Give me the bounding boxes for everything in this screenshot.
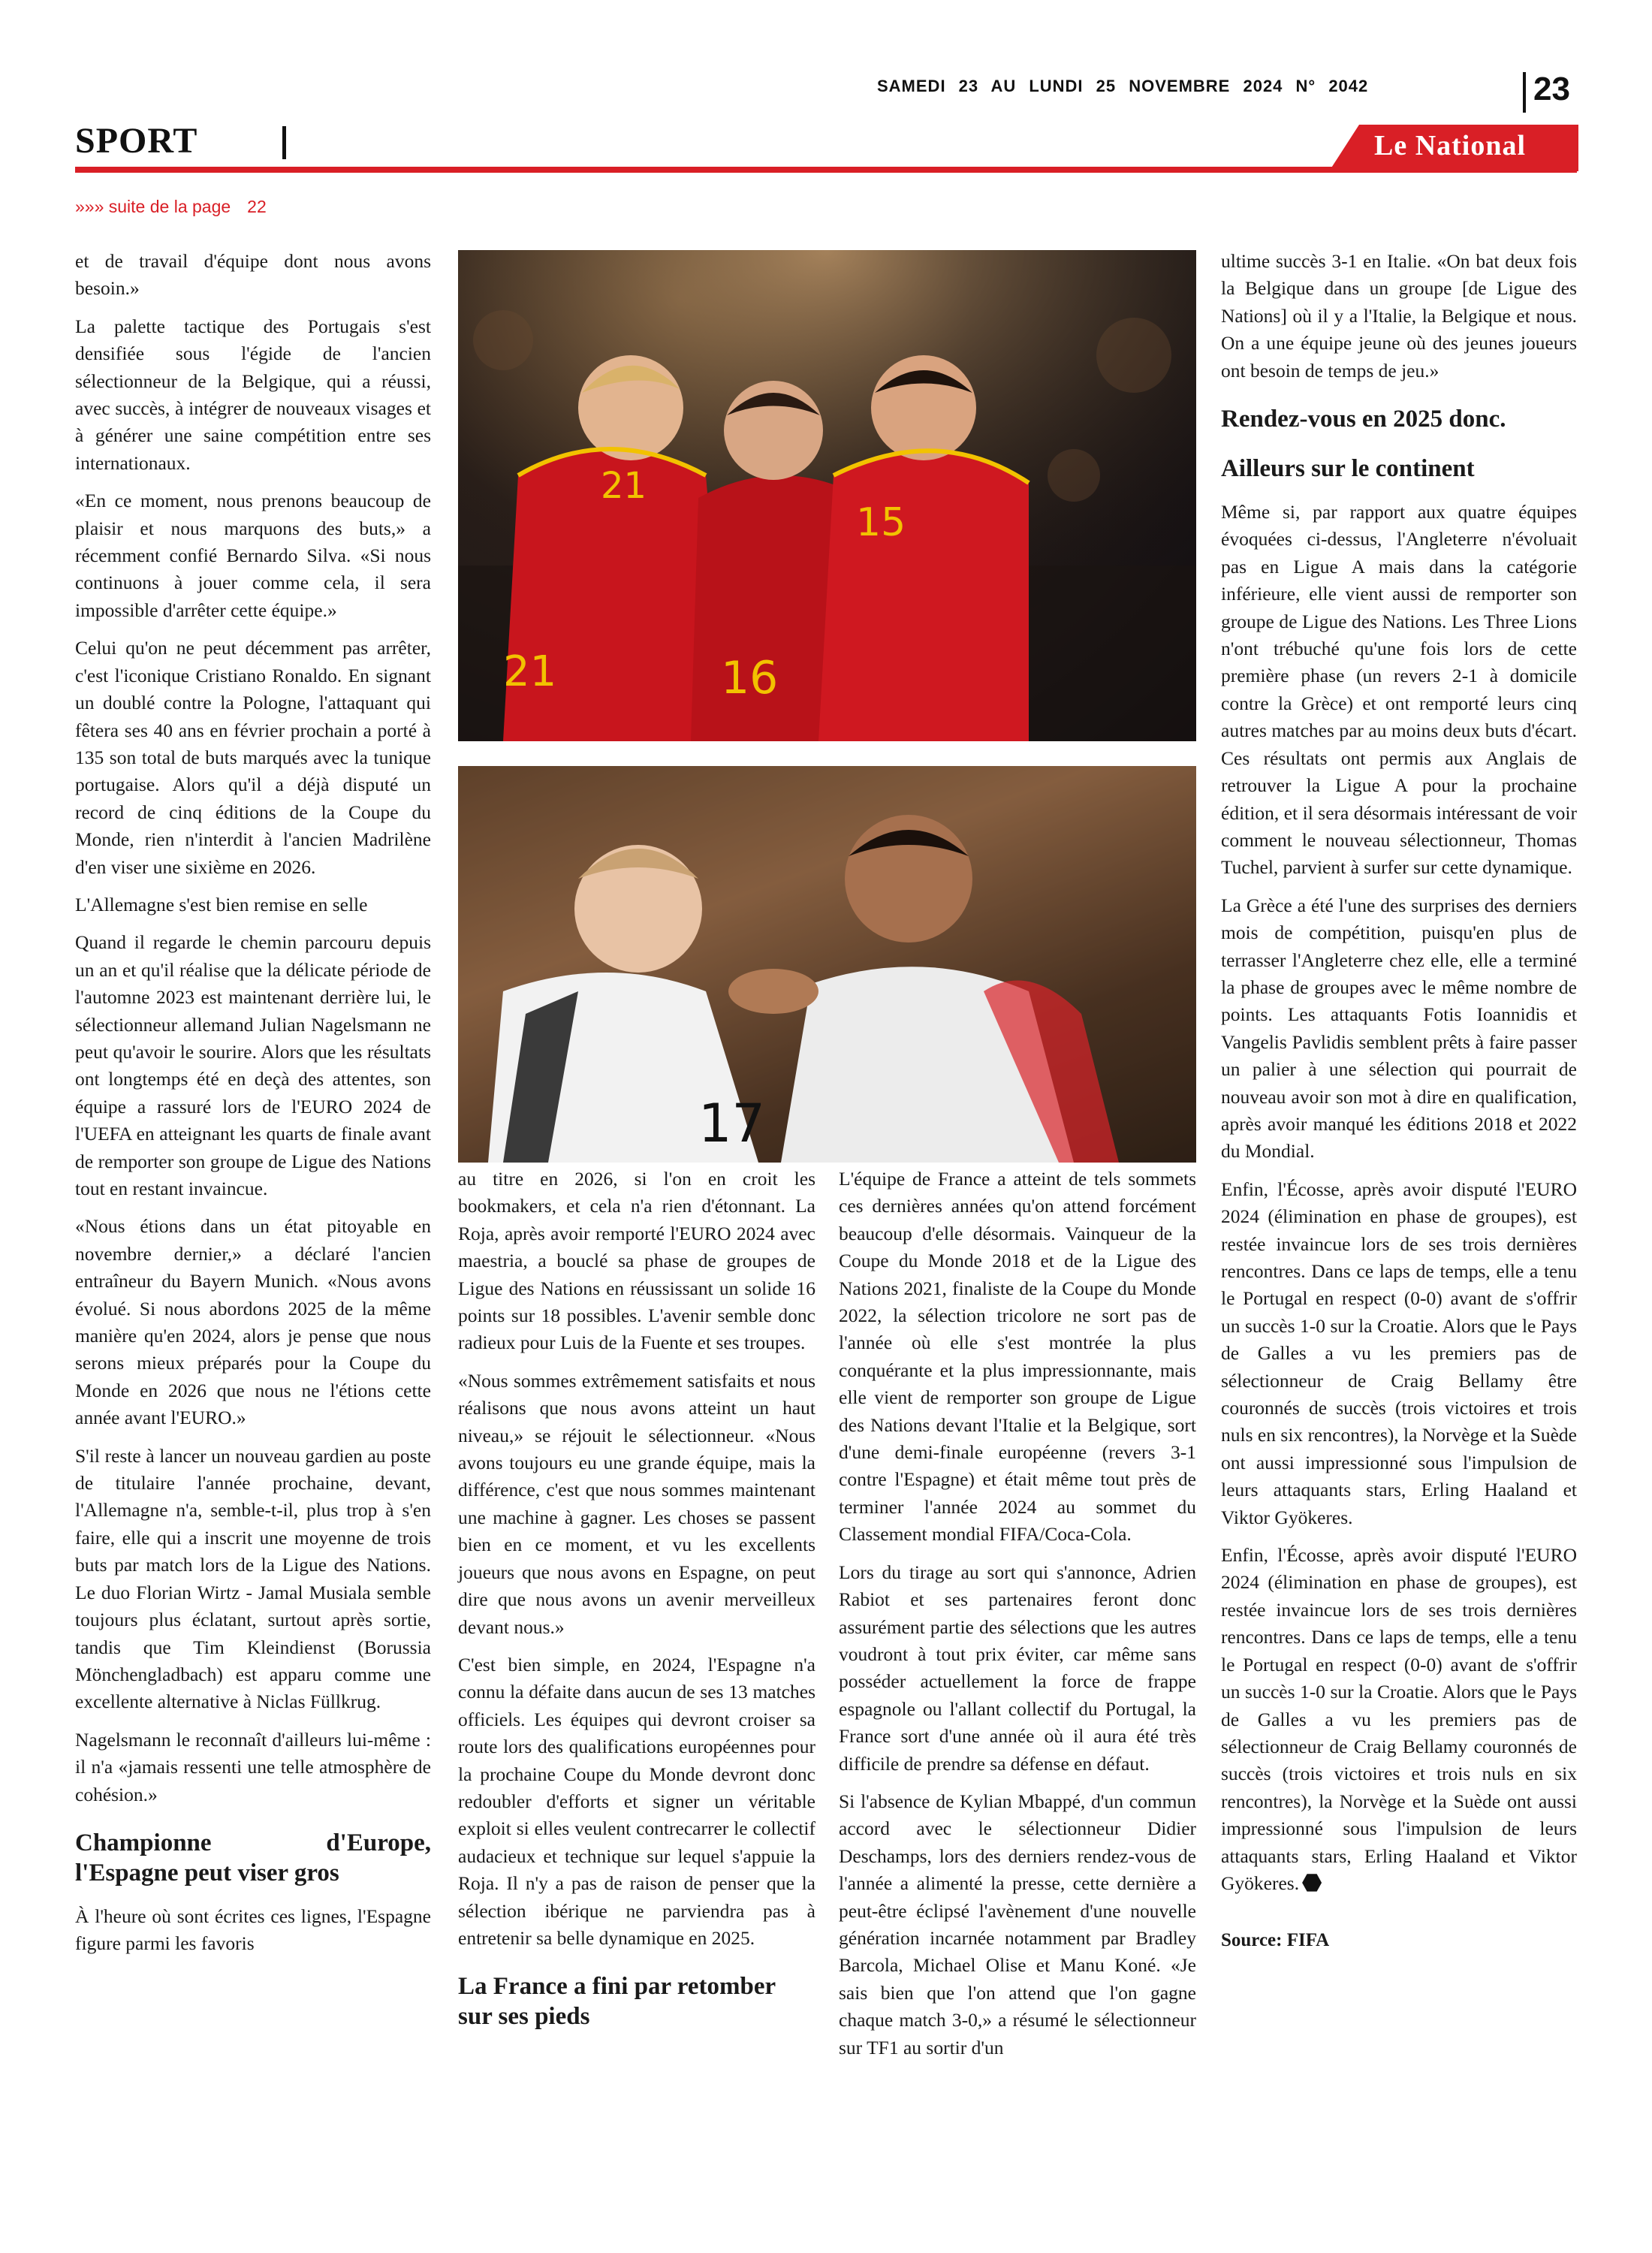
source-credit: Source: FIFA (1221, 1930, 1330, 1951)
shirt-number: 21 (601, 465, 647, 507)
section-heading: La France a fini par retomber sur ses pieds (458, 1973, 776, 2031)
brand-name: Le National (1374, 130, 1527, 161)
paragraph: À l'heure où sont écrites ces lignes, l'Espagne figure parmi les favoris (75, 1905, 431, 1955)
paragraph: Quand il regarde le chemin parcouru depuis un an et qu'il réalise que la délicate période de l'automne 2023 est maintenant derrière lui, le sélectionneur allemand Julian Nagelsmann ne peut qu'avoir le sourire. Alors que les résultats ont longtemps été en deçà des attentes, son équipe a rassuré lors de l'EURO 2024 de l'UEFA en atteignant les quarts de finale avant de remporter son groupe de Ligue des Nations tout en restant invaincue. (75, 931, 431, 1199)
spain-photo-illustration (458, 250, 1196, 741)
subheading: L'Allemagne s'est bien remise en selle (75, 893, 368, 915)
shirt-number: 17 (698, 1093, 766, 1154)
paragraph: L'équipe de France a atteint de tels sommets ces dernières années qu'on attend forcément beaucoup d'elle désormais. Vainqueur de la Coupe du Monde 2018 et de la Ligue des Nations 2021, finaliste de la Coupe du Monde 2022, la sélection tricolore ne sort pas de l'année où elle s'est montrée la plus conquérante et la plus impressionnante, mais elle vient de remporter son groupe de Ligue des Nations devant l'Italie et la Belgique, sort d'une demi-finale européenne (revers 3-1 contre l'Espagne) et était même tout près de terminer l'année 2024 au sommet du Classement mondial FIFA/Coca-Cola. (839, 1168, 1196, 1546)
shirt-number: 15 (856, 500, 906, 545)
continuation-label: »»» suite de la page (75, 197, 231, 216)
paragraph: Celui qu'on ne peut décemment pas arrêter, c'est l'iconique Cristiano Ronaldo. En signant un doublé contre la Pologne, l'attaquant qui fêtera ses 40 ans en février prochain a porté à 135 son total de buts marqués avec la tunique portugaise. Alors qu'il a déjà disputé un record de cinq éditions de la Coupe du Monde, rien n'interdit à l'ancien Madrilène d'en viser une sixième en 2026. (75, 637, 431, 878)
continuation-note (75, 197, 267, 217)
continuation-page: 22 (247, 197, 267, 216)
paragraph: «Nous sommes extrêmement satisfaits et nous réalisons que nous avons atteint un haut niveau,» se réjouit le sélectionneur. «Nous avons toujours eu une grande équipe, mais la différence, c'est que nous sommes maintenant une machine à gagner. Les choses se passent bien en ce moment, et vu les excellents joueurs que nous avons en Espagne, on peut dire que nous avons un avenir merveilleux devant nous.» (458, 1369, 815, 1638)
column-4 (1221, 248, 1577, 1955)
section-divider (282, 126, 286, 159)
section-heading: Ailleurs sur le continent (1221, 455, 1475, 483)
paragraph (1221, 1542, 1577, 1897)
paragraph: Même si, par rapport aux quatre équipes évoquées ci-dessus, l'Angleterre n'évoluait pas en Ligue A mais dans la catégorie inférieure, elle vient aussi de remporter son groupe de Ligue des Nations. Les Three Lions n'ont trébuché qu'une fois lors de cette première phase (un revers 2-1 à domicile contre la Grèce) et ont remporté leurs cinq autres matches par au moins deux buts d'écart. Ces résultats ont permis aux Anglais de retrouver la Ligue A pour la prochaine édition, et il sera désormais intéressant de voir comment le nouveau sélectionneur, Thomas Tuchel, parvient à surfer sur cette dynamique. (1221, 501, 1577, 879)
paragraph: C'est bien simple, en 2024, l'Espagne n'a connu la défaite dans aucun de ses 13 matches officiels. Les équipes qui devront croiser sa route lors des qualifications européennes pour la prochaine Coupe du Monde devront donc redoubler d'efforts et signer un véritable exploit si elles veulent contrecarrer le collectif audacieux et technique sur lequel s'appuie la Roja. Il n'y a pas de raison de penser que la sélection ibérique ne parviendra pas à entretenir sa belle dynamique en 2025. (458, 1653, 815, 1949)
photo-spain-celebration (458, 250, 1196, 741)
section-heading: Rendez-vous en 2025 donc. (1221, 406, 1506, 433)
paragraph: Enfin, l'Écosse, après avoir disputé l'EURO 2024 (élimination en phase de groupes), est restée invaincue lors de ses trois dernières rencontres. Dans ce laps de temps, elle a tenu le Portugal en respect (0-0) avant de s'offrir un succès 1-0 sur la Croatie. Alors que le Pays de Galles a vu les premiers pas de sélectionneur de Craig Bellamy être couronnés de succès (trois victoires et trois nuls en six rencontres), la Norvège et la Suède ont aussi impressionné sous l'impulsion de leurs attaquants stars, Erling Haaland et Viktor Gyökeres. (1221, 1178, 1577, 1528)
header-divider (1523, 72, 1526, 113)
section-title: SPORT (75, 121, 198, 161)
paragraph: Nagelsmann le reconnaît d'ailleurs lui-même : il n'a «jamais ressenti une telle atmosphère de cohésion.» (75, 1728, 431, 1805)
paragraph: «En ce moment, nous prenons beaucoup de plaisir et nous marquons des buts,» a récemment confié Bernardo Silva. «Si nous continuons à jouer comme cela, il sera impossible d'arrêter cette équipe.» (75, 490, 431, 621)
paragraph: Lors du tirage au sort qui s'annonce, Adrien Rabiot et ses partenaires feront donc assurément partie des sélections que les autres voudront à tout prix éviter, car même sans posséder actuellement la force de frappe espagnole ou l'allant collectif du Portugal, la France sort d'une année où il aura été très difficile de prendre sa défense en défaut. (839, 1561, 1196, 1775)
photo-germany-celebration (458, 766, 1196, 1163)
column-3 (839, 1166, 1196, 2072)
paragraph: La palette tactique des Portugais s'est densifiée sous l'égide de l'ancien sélectionneur de la Belgique, qui a réussi, avec succès, à intégrer de nouveaux visages et à générer une saine compétition entre ses internationaux. (75, 315, 431, 474)
paragraph-text: Enfin, l'Écosse, après avoir disputé l'EURO 2024 (élimination en phase de groupes), est restée invaincue lors de ses trois dernières rencontres. Dans ce laps de temps, elle a tenu le Portugal en respect (0-0) avant de s'offrir un succès 1-0 sur la Croatie. Alors que le Pays de Galles a vu les premiers pas de sélectionneur de Craig Bellamy couronnés de succès (trois victoires et trois nuls en six rencontres), la Norvège et la Suède ont aussi impressionné sous l'impulsion de leurs attaquants stars, Erling Haaland et Viktor Gyökeres. (1221, 1544, 1577, 1894)
paragraph: et de travail d'équipe dont nous avons besoin.» (75, 250, 431, 300)
section-heading: Championne d'Europe, l'Espagne peut viser gros (75, 1829, 431, 1887)
germany-photo-illustration (458, 766, 1196, 1163)
dateline: SAMEDI 23 AU LUNDI 25 NOVEMBRE 2024 N° 2042 (877, 77, 1369, 95)
shirt-number: 16 (721, 652, 779, 704)
column-2 (458, 1166, 815, 2046)
paragraph: La Grèce a été l'une des surprises des derniers mois de compétition, puisqu'en plus de terrasser l'Angleterre chez elle, elle a terminé la phase de groupes avec le même nombre de points. Les attaquants Fotis Ioannidis et Vangelis Pavlidis semblent prêts à faire passer un palier à une sélection qui pourrait de nouveau avoir son mot à dire en qualification, après avoir manqué les éditions 2018 et 2022 du Mondial. (1221, 894, 1577, 1163)
paragraph: S'il reste à lancer un nouveau gardien au poste de titulaire l'année prochaine, devant, l'Allemagne n'a, semble-t-il, plus trop à s'en faire, elle qui a inscrit une moyenne de trois buts par match lors de la Ligue des Nations. Le duo Florian Wirtz - Jamal Musiala semble toujours plus éclatant, surtout après sortie, tandis que Tim Kleindienst (Borussia Mönchengladbach) est apparu comme une excellente alternative à Niclas Füllkrug. (75, 1444, 431, 1713)
paragraph: «Nous étions dans un état pitoyable en novembre dernier,» a déclaré l'ancien entraîneur du Bayern Munich. «Nous avons évolué. Si nous abordons 2025 de la même manière qu'en 2024, alors je pense que nous serons mieux préparés pour la Coupe du Monde en 2026 que nous ne l'étions cette année avant l'EURO.» (75, 1215, 431, 1429)
paragraph: au titre en 2026, si l'on en croit les bookmakers, et cela n'a rien d'étonnant. La Roja, après avoir remporté l'EURO 2024 avec maestria, a bouclé sa phase de groupes de Ligue des Nations en réussissant un solide 16 points sur 18 possibles. L'avenir semble donc radieux pour Luis de la Fuente et ses troupes. (458, 1168, 815, 1354)
paragraph: Si l'absence de Kylian Mbappé, d'un commun accord avec le sélectionneur Didier Deschamps, lors des derniers rendez-vous de l'année a alimenté la presse, cette dernière a peut-être éclipsé l'avènement d'une nouvelle génération incarnée notamment par Bradley Barcola, Michael Olise et Manu Koné. «Je sais bien que l'on attend que l'on gagne chaque match 3-0,» a résumé le sélectionneur sur TF1 au sortir d'un (839, 1790, 1196, 2058)
page-number: 23 (1533, 71, 1570, 107)
shirt-number: 21 (503, 647, 557, 696)
end-of-article-icon (1302, 1873, 1322, 1893)
paragraph: ultime succès 3-1 en Italie. «On bat deux fois la Belgique dans un groupe [de Ligue des Nations] où il y a l'Italie, la Belgique et nous. On a une équipe jeune où des jeunes joueurs ont besoin de temps de jeu.» (1221, 250, 1577, 382)
column-1 (75, 248, 431, 1968)
